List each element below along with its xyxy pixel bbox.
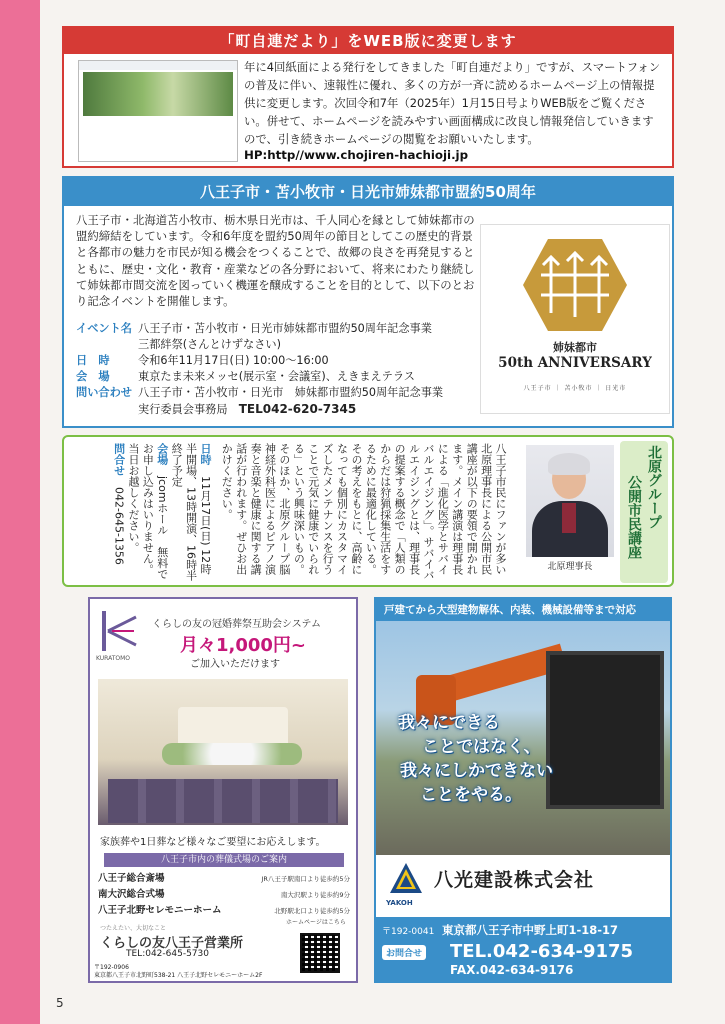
kuratomo-system: くらしの友の冠婚葬祭互助会システム — [152, 619, 321, 630]
yakoh-inquiry-label: お問合せ — [382, 945, 426, 960]
detail-row-venue — [76, 369, 486, 385]
director-photo — [526, 445, 614, 557]
detail-row-date — [76, 353, 486, 369]
event-date: 令和6年11月17日(日) 10:00〜16:00 — [138, 354, 329, 367]
lecture-info-venue: 会場 jcomホール 無料でお申し込みはいりません。当日お越しください。 — [126, 443, 169, 580]
yakoh-contact — [376, 917, 670, 981]
venue-item: 八王子総合斎場 JR八王子駅南口より徒歩約5分 — [98, 873, 350, 884]
yakoh-tel[interactable]: TEL.042-634-9175 — [450, 941, 634, 962]
lecture-title — [620, 441, 668, 583]
sister-city-title: 八王子市・苫小牧市・日光市姉妹都市盟約50周年 — [64, 178, 672, 206]
page-side-strip — [0, 0, 40, 1024]
detail-label: 日 時 — [76, 354, 110, 367]
web-version-notice — [62, 26, 674, 168]
kuratomo-note: 家族葬や1日葬など様々なご要望にお応えします。 — [100, 837, 326, 848]
detail-row-contact — [76, 385, 486, 418]
kuratomo-price: 月々1,000円~ — [180, 635, 307, 656]
anniversary-emblem-icon — [521, 235, 629, 335]
event-details — [76, 321, 486, 418]
website-screenshot-icon — [78, 60, 238, 162]
lecture-info-date: 日時 11月17日(日) 12時半開場、13時開演、16時半終了予定 — [170, 443, 212, 581]
web-notice-title: 「町自連だより」をWEB版に変更します — [64, 28, 672, 54]
yakoh-fax: FAX.042-634-9176 — [450, 963, 574, 977]
yakoh-zip: 〒192-0041 — [382, 927, 435, 937]
funeral-hall-photo — [98, 679, 348, 825]
venue-list — [98, 871, 350, 919]
venue-item: 八王子北野セレモニーホーム 北野駅北口より徒歩約5分 — [98, 905, 350, 916]
contact-tel: TEL042-620-7345 — [238, 402, 357, 416]
qr-code-icon[interactable] — [300, 933, 340, 973]
sister-city-article — [62, 176, 674, 428]
yakoh-company: 八光建設株式会社 — [434, 869, 595, 891]
anniversary-title: 50th ANNIVERSARY — [498, 355, 652, 371]
kuratomo-tel: TEL:042-645-5730 — [126, 949, 209, 959]
kuratomo-join: ご加入いただけます — [190, 659, 280, 670]
event-name-sub: 三都絆祭(さんとけずなさい) — [138, 338, 281, 351]
yakoh-ad — [374, 597, 672, 983]
yakoh-logo-icon — [388, 861, 424, 897]
kuratomo-tagline: つたえたい、大切なこと — [100, 925, 167, 932]
lecture-info-contact: 問合せ 042-645-1356 — [112, 443, 126, 565]
kuratomo-zip: 〒192-0906 — [94, 964, 129, 971]
page-number: 5 — [56, 996, 64, 1010]
venues-heading: 八王子市内の葬儀式場のご案内 — [104, 853, 344, 867]
lecture-body: 八王子市民にファンが多い北原理事長による公開市民講座が以下の要領で開かれます。メイン講演は理事長による「進化医学とサバイバルエイジング」。サバイバルエイジングとは、理事長の提案する概念で「人類のからだは狩猟採集生活をするために最適化している。その考えをもとに、高齢になっても個別にカスタマイズしたメンテナンスを行うことで元気に健康でいられる」という興味深いもの。そのほか、北原グループ脳神経外科医によるピアノ演奏と音楽と健康に関する講話が行われます。ぜひお出かけください。 — [220, 443, 507, 581]
event-name: 八王子市・苫小牧市・日光市姉妹都市盟約50周年記念事業 — [138, 322, 432, 335]
kuratomo-brand: KURATOMO — [96, 655, 131, 662]
kuratomo-hp-label: ホームページはこちら — [286, 919, 346, 926]
detail-label: イベント名 — [76, 322, 132, 335]
anniversary-emblem — [480, 224, 670, 414]
detail-row-event — [76, 321, 486, 353]
web-notice-url[interactable]: HP:http//www.chojiren-hachioji.jp — [244, 148, 469, 162]
detail-label: 会 場 — [76, 370, 110, 383]
event-venue: 東京たま未来メッセ(展示室・会議室)、えきまえテラス — [138, 370, 415, 383]
web-notice-body: 年に4回紙面による発行をしてきました「町自連だより」ですが、スマートフォンの普及に伴い、速報性に優れ、多くの方が一斉に読めるホームページ上の情報提供に変更します。次回令和7年（2025年）1月15日号よりWEB版をご覧ください。併せて、ホームページを読みやすい画面構成に改良し情報発信していきますので、引き続きホームページの閲覧をお願いいたします。 — [244, 60, 661, 146]
sister-city-body: 八王子市・北海道苫小牧市、栃木県日光市は、千人同心を縁として姉妹都市の盟約締結をしています。令和6年度を盟約50周年の節目としてこの歴史的背景と各都市の魅力を市民が知る機会をつくることで、故郷の良さを再発見するとともに、歴史・文化・教育・産業などの各分野において、将来にわたり継続して姉妹都市間交流を図っていく機運を醸成することを目的として、以下のとおり記念イベントを開催します。 — [76, 213, 475, 309]
kuratomo-ad — [88, 597, 358, 983]
lecture-info — [68, 443, 212, 583]
contact-org: 八王子市・苫小牧市・日光市 姉妹都市盟約50周年記念事業 — [138, 386, 444, 399]
lecture-title-line1: 北原グループ — [646, 445, 662, 529]
detail-label: 問い合わせ — [76, 386, 132, 399]
lecture-title-line2: 公開市民講座 — [626, 475, 642, 559]
anniversary-cities: 八王子市 ｜ 苫小牧市 ｜ 日光市 — [523, 385, 627, 392]
yakoh-address: 東京都八王子市中野上町1-18-17 — [442, 923, 619, 937]
yakoh-logo-word: YAKOH — [386, 899, 413, 907]
kuratomo-address: 東京都八王子市北野町538-21 八王子北野セレモニーホーム2F — [94, 972, 263, 979]
lecture-article — [62, 435, 674, 587]
anniversary-label: 姉妹都市 — [553, 341, 597, 354]
contact-org-sub: 実行委員会事務局 — [138, 403, 228, 416]
kuratomo-logo-icon — [100, 609, 140, 653]
yakoh-slogan: 我々にできる ことではなく、 我々にしかできない ことをやる。 — [398, 713, 553, 805]
venue-item: 南大沢総合式場 南大沢駅より徒歩約9分 — [98, 889, 350, 900]
photo-caption: 北原理事長 — [547, 562, 593, 572]
yakoh-header: 戸建てから大型建物解体、内装、機械設備等まで対応 — [376, 599, 670, 621]
kuratomo-office: くらしの友八王子営業所 — [100, 936, 244, 951]
